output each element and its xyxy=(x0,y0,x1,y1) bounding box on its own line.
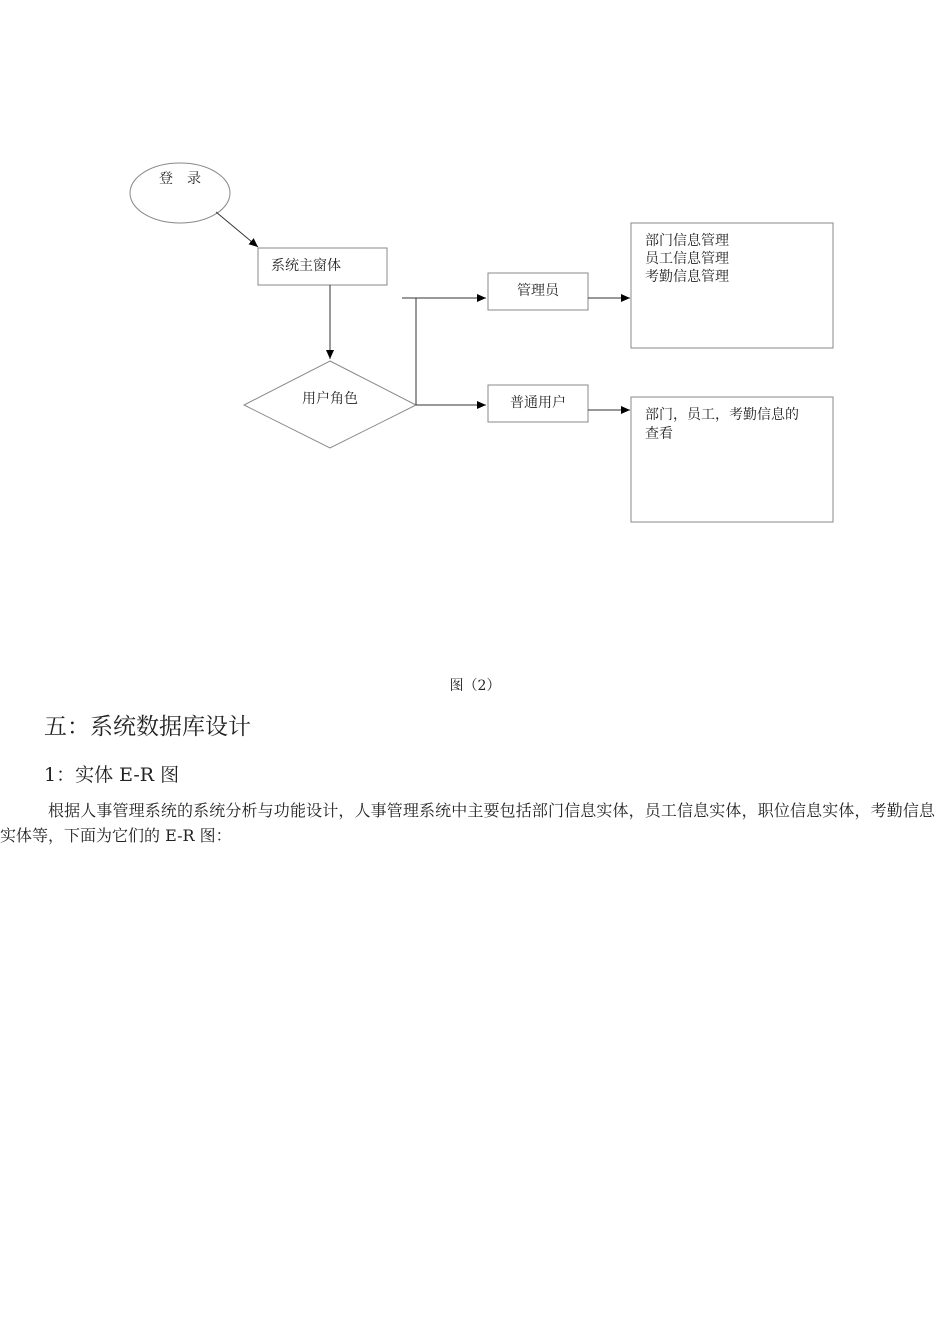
arrow-login-to-main xyxy=(216,212,258,247)
admin-function-item: 员工信息管理 xyxy=(645,251,729,267)
section-heading: 五：系统数据库设计 xyxy=(44,714,251,740)
figure-caption: 图（2） xyxy=(449,678,501,694)
admin-label: 管理员 xyxy=(517,283,559,299)
login-label: 登 录 xyxy=(159,171,201,187)
sub-heading: 1：实体 E-R 图 xyxy=(44,764,180,786)
user-function-line: 部门，员工，考勤信息的 xyxy=(645,407,799,423)
system-flowchart xyxy=(0,0,950,560)
user-role-label: 用户角色 xyxy=(302,391,358,407)
main-window-label: 系统主窗体 xyxy=(271,258,341,274)
user-function-line: 查看 xyxy=(645,426,673,442)
admin-function-item: 考勤信息管理 xyxy=(645,269,729,285)
admin-function-item: 部门信息管理 xyxy=(645,233,729,249)
body-paragraph: 根据人事管理系统的系统分析与功能设计，人事管理系统中主要包括部门信息实体，员工信息实体，职位信息实体，考勤信息实体等，下面为它们的 E-R 图： xyxy=(0,801,935,845)
normal-user-label: 普通用户 xyxy=(510,395,566,411)
